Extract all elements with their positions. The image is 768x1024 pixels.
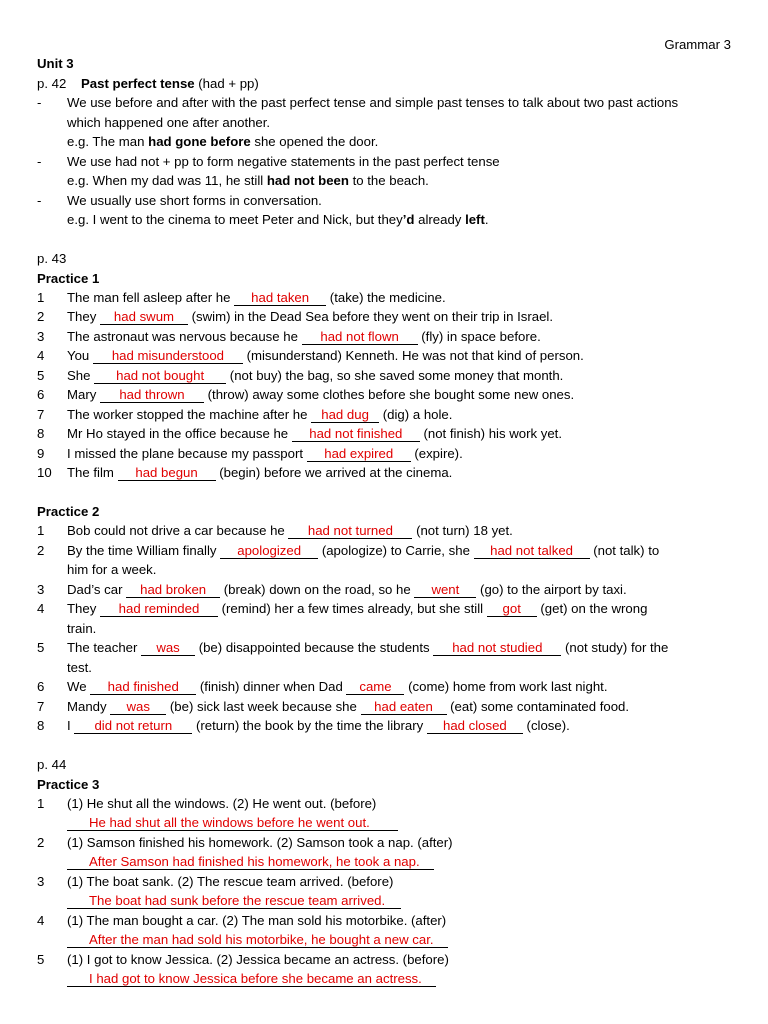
answer-blank: had not finished: [292, 426, 420, 442]
list-item: [67, 521, 513, 540]
item-text: We: [67, 679, 91, 694]
item-text: You: [67, 348, 93, 363]
example: [67, 171, 429, 190]
item-text: (eat) some contaminated food.: [446, 699, 630, 714]
rule-text: We use before and after with the past perfect tense and simple past tenses to talk about two past actions: [67, 95, 679, 110]
item-text: The astronaut was nervous because he: [67, 329, 302, 344]
list-item: [67, 697, 629, 716]
item-text: I: [67, 718, 75, 733]
item-number: 2: [37, 543, 45, 558]
answer-blank: had not flown: [302, 329, 418, 345]
answer-blank: had closed: [427, 718, 523, 734]
item-text: (remind) her a few times already, but she still: [217, 601, 487, 616]
list-item: [67, 541, 659, 560]
item-number: 10: [37, 465, 52, 480]
answer-blank: had broken: [126, 582, 220, 598]
question-text: (1) The boat sank. (2) The rescue team arrived. (before): [67, 874, 394, 889]
answer-blank: was: [110, 699, 166, 715]
item-text: (fly) in space before.: [417, 329, 541, 344]
answer-sentence: The boat had sunk before the rescue team arrived.: [67, 893, 401, 909]
item-text: (expire).: [410, 446, 463, 461]
item-text: She: [67, 368, 95, 383]
answer-blank: did not return: [74, 718, 192, 734]
list-item: [67, 385, 574, 404]
answer-blank: got: [487, 601, 537, 617]
item-text: (get) on the wrong: [536, 601, 648, 616]
list-item: [67, 638, 668, 657]
list-item: [67, 716, 570, 735]
answer-sentence: After the man had sold his motorbike, he bought a new car.: [67, 932, 448, 948]
example-bold: had gone before: [148, 134, 251, 149]
answer-line: [67, 813, 398, 832]
item-number: 5: [37, 368, 45, 383]
answer-blank: had not bought: [94, 368, 226, 384]
item-number: 6: [37, 387, 45, 402]
item-text: (be) disappointed because the students: [195, 640, 434, 655]
item-text: The film: [67, 465, 118, 480]
item-number: 8: [37, 426, 45, 441]
topic-title: Past perfect tense: [81, 76, 195, 91]
answer-blank: had misunderstood: [93, 348, 243, 364]
list-item: [67, 677, 608, 696]
item-number: 3: [37, 874, 45, 889]
item-text: (apologize) to Carrie, she: [318, 543, 474, 558]
item-text: The worker stopped the machine after he: [67, 407, 312, 422]
list-item: [67, 327, 541, 346]
example-text: .: [484, 212, 489, 227]
answer-line: [67, 930, 448, 949]
example-text: already: [414, 212, 466, 227]
answer-blank: went: [414, 582, 476, 598]
item-text: (close).: [522, 718, 570, 733]
answer-blank: was: [141, 640, 195, 656]
practice-title: Practice 3: [37, 777, 100, 792]
item-number: 1: [37, 290, 45, 305]
item-number: 2: [37, 835, 45, 850]
item-continuation: him for a week.: [67, 562, 157, 577]
answer-blank: had thrown: [100, 387, 204, 403]
example-text: e.g. I went to the cinema to meet Peter and Nick, but they: [67, 212, 403, 227]
item-continuation: train.: [67, 621, 97, 636]
answer-blank: had expired: [307, 446, 411, 462]
item-number: 4: [37, 601, 45, 616]
list-item: [67, 424, 562, 443]
item-text: (not finish) his work yet.: [419, 426, 562, 441]
section-heading: [37, 74, 259, 93]
item-text: Mandy: [67, 699, 111, 714]
answer-blank: had not turned: [288, 523, 412, 539]
answer-blank: had eaten: [361, 699, 447, 715]
item-text: (not study) for the: [561, 640, 669, 655]
unit-title: Unit 3: [37, 56, 74, 71]
question-text: (1) He shut all the windows. (2) He went out. (before): [67, 796, 377, 811]
rule-text: which happened one after another.: [67, 115, 271, 130]
example-text: she opened the door.: [250, 134, 379, 149]
page-ref: p. 43: [37, 251, 67, 266]
item-text: (come) home from work last night.: [404, 679, 608, 694]
list-item: [67, 346, 584, 365]
item-text: (break) down on the road, so he: [220, 582, 415, 597]
item-number: 1: [37, 796, 45, 811]
answer-blank: had reminded: [100, 601, 218, 617]
list-item: [67, 288, 446, 307]
item-number: 8: [37, 718, 45, 733]
question-text: (1) Samson finished his homework. (2) Samson took a nap. (after): [67, 835, 453, 850]
answer-blank: had begun: [118, 465, 216, 481]
item-continuation: test.: [67, 660, 92, 675]
item-text: (take) the medicine.: [326, 290, 446, 305]
item-text: (not talk) to: [589, 543, 660, 558]
list-item: [67, 366, 563, 385]
question-text: (1) The man bought a car. (2) The man sold his motorbike. (after): [67, 913, 447, 928]
list-item: [67, 405, 452, 424]
item-number: 5: [37, 640, 45, 655]
item-text: Bob could not drive a car because he: [67, 523, 289, 538]
bullet-dash: -: [37, 193, 42, 208]
item-text: Mary: [67, 387, 100, 402]
item-text: (dig) a hole.: [379, 407, 453, 422]
list-item: [67, 580, 627, 599]
item-text: (begin) before we arrived at the cinema.: [215, 465, 453, 480]
answer-blank: had finished: [90, 679, 196, 695]
item-number: 7: [37, 407, 45, 422]
example-text: to the beach.: [348, 173, 429, 188]
item-text: (go) to the airport by taxi.: [476, 582, 627, 597]
item-number: 7: [37, 699, 45, 714]
example: [67, 210, 489, 229]
answer-blank: had taken: [234, 290, 326, 306]
item-text: Dad’s car: [67, 582, 127, 597]
example-text: e.g. The man: [67, 134, 149, 149]
item-text: (return) the book by the time the library: [192, 718, 427, 733]
item-number: 5: [37, 952, 45, 967]
item-number: 4: [37, 348, 45, 363]
practice-title: Practice 2: [37, 504, 100, 519]
item-number: 6: [37, 679, 45, 694]
answer-sentence: I had got to know Jessica before she became an actress.: [67, 971, 436, 987]
list-item: [67, 599, 647, 618]
item-text: By the time William finally: [67, 543, 221, 558]
bullet-dash: -: [37, 154, 42, 169]
answer-line: [67, 852, 434, 871]
item-number: 3: [37, 582, 45, 597]
example-bold: left: [465, 212, 485, 227]
answer-blank: came: [346, 679, 404, 695]
page-ref: p. 44: [37, 757, 67, 772]
answer-blank: had dug: [311, 407, 379, 423]
item-number: 2: [37, 309, 45, 324]
list-item: [67, 463, 452, 482]
answer-line: [67, 969, 436, 988]
list-item: [67, 307, 553, 326]
item-text: They: [67, 309, 100, 324]
topic-suffix: (had + pp): [194, 76, 259, 91]
item-text: (misunderstand) Kenneth. He was not that kind of person.: [242, 348, 584, 363]
page-ref: p. 42: [37, 76, 67, 91]
answer-blank: apologized: [220, 543, 318, 559]
page-header: Grammar 3: [664, 37, 731, 52]
practice-title: Practice 1: [37, 271, 100, 286]
item-text: (finish) dinner when Dad: [196, 679, 347, 694]
item-text: They: [67, 601, 100, 616]
example-bold: had not been: [266, 173, 349, 188]
answer-line: [67, 891, 401, 910]
example-bold: ’d: [402, 212, 415, 227]
item-number: 9: [37, 446, 45, 461]
list-item: [67, 444, 463, 463]
item-text: (be) sick last week because she: [166, 699, 361, 714]
item-number: 3: [37, 329, 45, 344]
item-text: The teacher: [67, 640, 142, 655]
item-text: Mr Ho stayed in the office because he: [67, 426, 292, 441]
rule-text: We use had not + pp to form negative statements in the past perfect tense: [67, 154, 500, 169]
question-text: (1) I got to know Jessica. (2) Jessica became an actress. (before): [67, 952, 449, 967]
answer-blank: had not talked: [474, 543, 590, 559]
item-number: 1: [37, 523, 45, 538]
bullet-dash: -: [37, 95, 42, 110]
answer-sentence: After Samson had finished his homework, he took a nap.: [67, 854, 434, 870]
example: [67, 132, 378, 151]
item-number: 4: [37, 913, 45, 928]
answer-blank: had not studied: [433, 640, 561, 656]
answer-sentence: He had shut all the windows before he went out.: [67, 815, 398, 831]
example-text: e.g. When my dad was 11, he still: [67, 173, 267, 188]
item-text: (throw) away some clothes before she bought some new ones.: [203, 387, 575, 402]
answer-blank: had swum: [100, 309, 188, 325]
item-text: I missed the plane because my passport: [67, 446, 307, 461]
item-text: (not buy) the bag, so she saved some money that month.: [226, 368, 564, 383]
item-text: (not turn) 18 yet.: [412, 523, 513, 538]
rule-text: We usually use short forms in conversation.: [67, 193, 322, 208]
item-text: The man fell asleep after he: [67, 290, 235, 305]
item-text: (swim) in the Dead Sea before they went on their trip in Israel.: [187, 309, 554, 324]
